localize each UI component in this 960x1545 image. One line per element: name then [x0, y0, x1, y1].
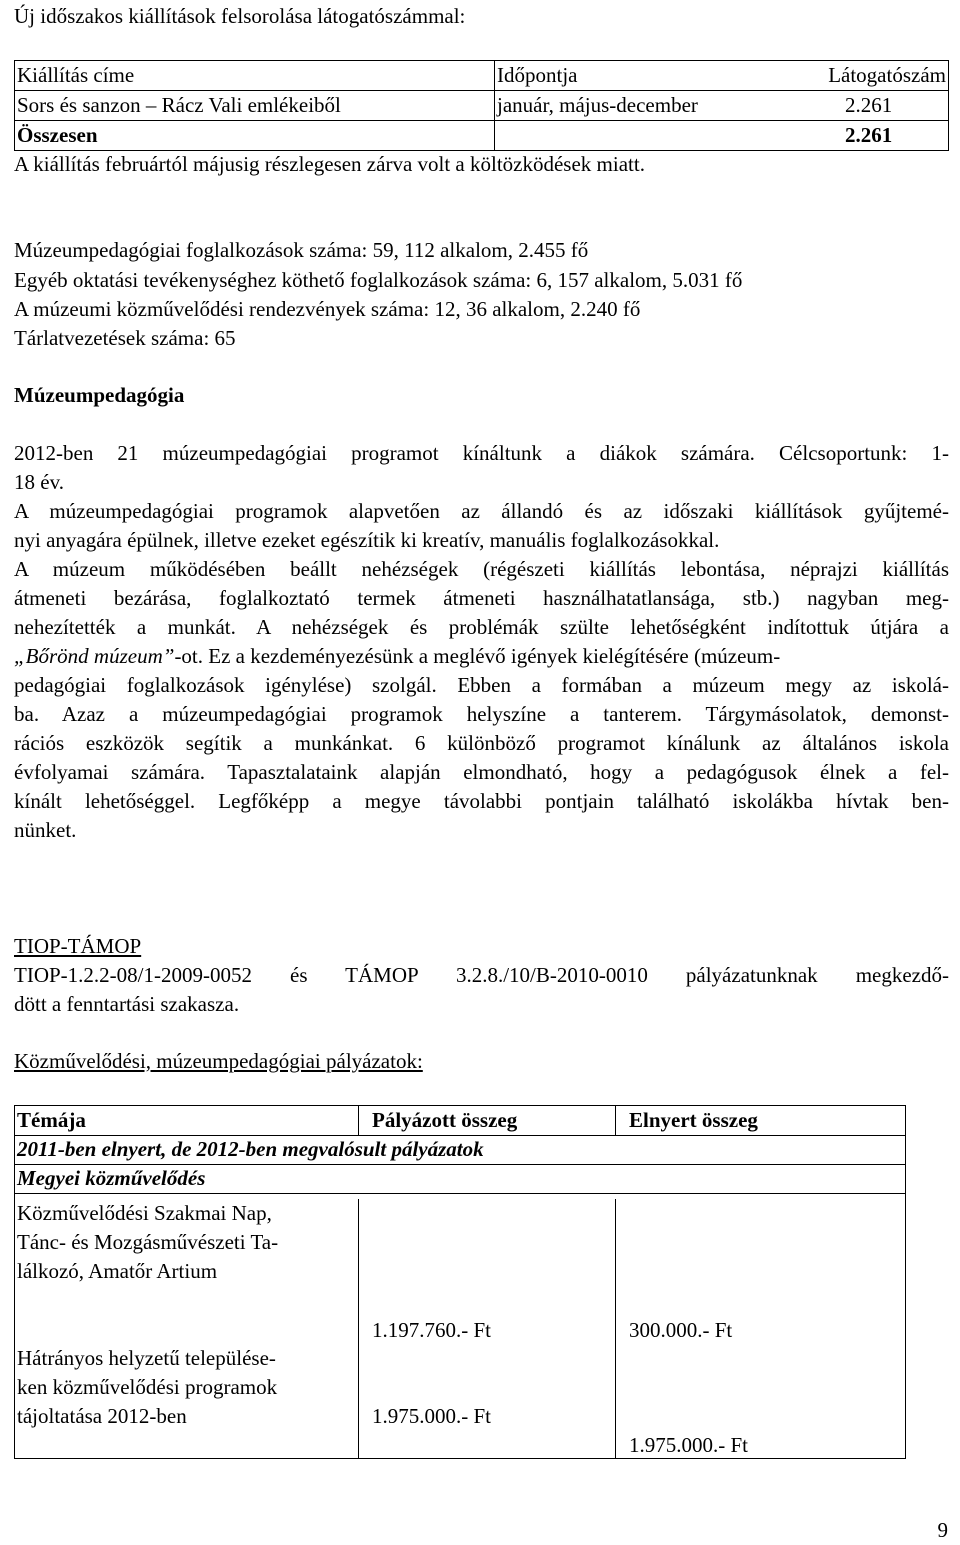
grant-item-line: Hátrányos helyzetű települése-	[17, 1346, 276, 1370]
paragraph-line: A múzeum működésében beállt nehézségek (régészeti kiállítás lebontása, néprajzi kiállítás	[14, 557, 949, 581]
paragraph-line: átmeneti bezárása, foglalkoztató termek átmeneti használhatatlansága, stb.) nagyban meg-	[14, 586, 949, 610]
header-cell: Látogatószám	[795, 61, 949, 91]
exhibition-note: A kiállítás februártól májusig részlegesen zárva volt a költözködések miatt.	[14, 152, 645, 176]
table-header-row	[15, 61, 949, 91]
table-cell: 2.261	[795, 91, 949, 121]
total-label: Összesen	[15, 121, 495, 151]
paragraph-line: 2012-ben 21 múzeumpedagógiai programot kínáltunk a diákok számára. Célcsoportunk: 1-	[14, 441, 949, 465]
header-cell: Elnyert összeg	[629, 1108, 758, 1132]
table-row	[15, 91, 949, 121]
grant-item-line: lálkozó, Amatőr Artium	[17, 1259, 218, 1283]
paragraph-line: nehezítették a munkát. A nehézségek és problémák szülte lehetőségként indítottuk útjára a	[14, 615, 949, 639]
paragraph-line: pedagógiai foglalkozások igénylése) szolgál. Ebben a formában a múzeum megy az iskolá-	[14, 673, 949, 697]
header-cell: Időpontja	[495, 61, 796, 91]
grants-category: Megyei közművelődés	[17, 1166, 206, 1190]
paragraph-line: A múzeumpedagógiai programok alapvetően az állandó és az időszaki kiállítások gyűjtemé-	[14, 499, 949, 523]
paragraph-line: rációs eszközök segítik a munkánkat. 6 különböző programot kínálunk az általános iskola	[14, 731, 949, 755]
page-number: 9	[937, 1518, 948, 1542]
header-cell: Pályázott összeg	[372, 1108, 518, 1132]
paragraph-line: évfolyamai számára. Tapasztalataink alapján elmondható, hogy a pedagógusok élnek a fel-	[14, 760, 949, 784]
header-cell: Témája	[17, 1108, 86, 1132]
tiop-heading: TIOP-TÁMOP	[14, 934, 142, 958]
paragraph-line: TIOP-1.2.2-08/1-2009-0052 és TÁMOP 3.2.8./10/B-2010-0010 pályázatunknak megkezdő-	[14, 963, 949, 987]
paragraph-line: nyi anyagára épülnek, illetve ezeket egészítik ki kreatív, manuális foglalkozásokkal.	[14, 528, 720, 552]
grants-table	[14, 1105, 906, 1459]
grant-item-line: ken közművelődési programok	[17, 1375, 278, 1399]
stat-line: A múzeumi közművelődési rendezvények száma: 12, 36 alkalom, 2.240 fő	[14, 297, 641, 321]
grant-item-line: Közművelődési Szakmai Nap,	[17, 1201, 272, 1225]
table-cell: Sors és sanzon – Rácz Vali emlékeiből	[15, 91, 495, 121]
grant-won-amount: 300.000.- Ft	[629, 1318, 733, 1342]
grant-won-amount: 1.975.000.- Ft	[629, 1433, 749, 1457]
paragraph-line: kínált lehetőséggel. Legfőképp a megye távolabbi pontjain található iskolákba hívtak ben-	[14, 789, 949, 813]
header-cell: Kiállítás címe	[15, 61, 495, 91]
paragraph-line: ba. Azaz a múzeumpedagógiai programok helyszíne a tanterem. Tárgymásolatok, demonst-	[14, 702, 949, 726]
paragraph-line: nünket.	[14, 818, 77, 842]
grants-heading: Közművelődési, múzeumpedagógiai pályázatok:	[14, 1049, 423, 1073]
italic-project-name: „Bőrönd múzeum”	[14, 644, 175, 668]
paragraph-line	[14, 642, 949, 671]
grants-subheading: 2011-ben elnyert, de 2012-ben megvalósult pályázatok	[17, 1137, 484, 1161]
stat-line: Tárlatvezetések száma: 65	[14, 326, 236, 350]
exhibitions-heading: Új időszakos kiállítások felsorolása látogatószámmal:	[14, 4, 466, 28]
paragraph-line: 18 év.	[14, 470, 64, 494]
grant-item-line: Tánc- és Mozgásművészeti Ta-	[17, 1230, 279, 1254]
grant-item-line: tájoltatása 2012-ben	[17, 1404, 187, 1428]
table-cell: január, május-december	[495, 91, 796, 121]
stat-line: Egyéb oktatási tevékenységhez köthető foglalkozások száma: 6, 157 alkalom, 5.031 fő	[14, 268, 743, 292]
line-rest: -ot. Ez a kezdeményezésünk a meglévő igények kielégítésére (múzeum-	[174, 644, 781, 668]
total-value: 2.261	[795, 121, 949, 151]
table-total-row	[15, 121, 949, 151]
grant-applied-amount: 1.975.000.- Ft	[372, 1404, 492, 1428]
exhibitions-table	[14, 60, 949, 151]
section-heading: Múzeumpedagógia	[14, 383, 185, 407]
grant-applied-amount: 1.197.760.- Ft	[372, 1318, 492, 1342]
table-cell	[495, 121, 796, 151]
stat-line: Múzeumpedagógiai foglalkozások száma: 59, 112 alkalom, 2.455 fő	[14, 238, 589, 262]
paragraph-line: dött a fenntartási szakasza.	[14, 992, 240, 1016]
